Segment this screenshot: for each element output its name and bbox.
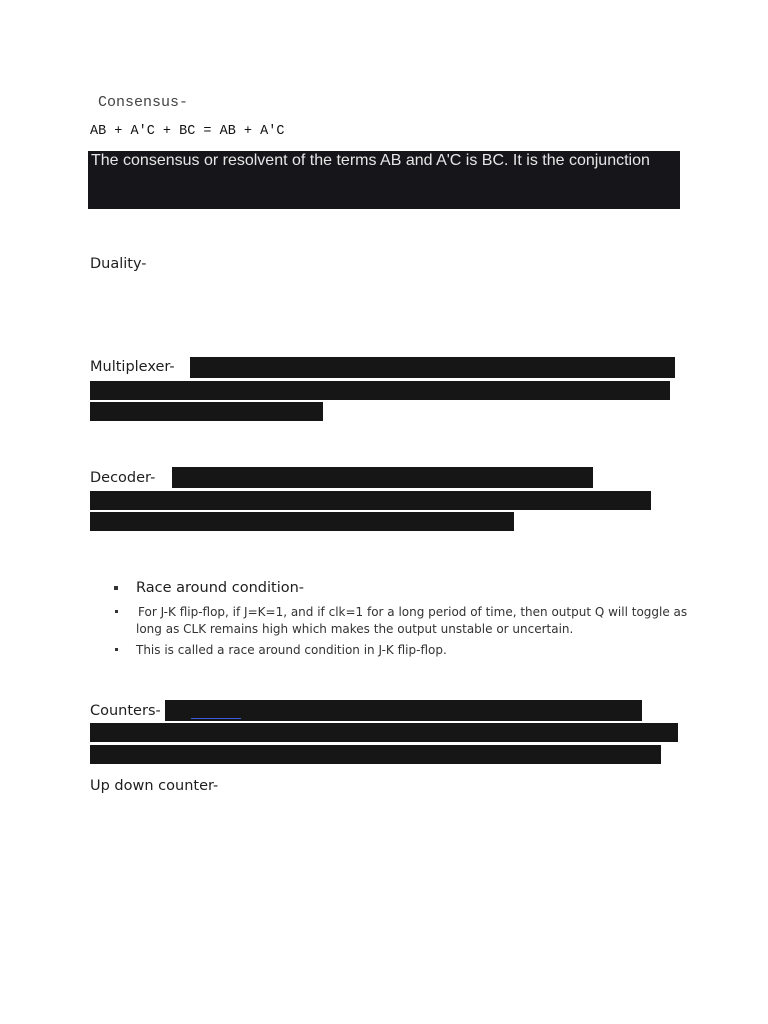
race-heading: Race around condition- bbox=[136, 580, 305, 596]
counters-heading: Counters- bbox=[90, 703, 161, 719]
hyperlink-underline[interactable] bbox=[191, 718, 241, 719]
race-bullet-1-line-2: long as CLK remains high which makes the output unstable or uncertain. bbox=[136, 622, 574, 636]
bullet-marker bbox=[114, 586, 118, 590]
bullet-marker bbox=[115, 648, 118, 651]
redacted-bar bbox=[90, 402, 323, 421]
race-bullet-2: This is called a race around condition in J-K flip-flop. bbox=[136, 643, 447, 657]
redacted-bar bbox=[90, 745, 661, 764]
multiplexer-heading: Multiplexer- bbox=[90, 359, 175, 375]
redacted-bar bbox=[172, 467, 593, 488]
decoder-heading: Decoder- bbox=[90, 470, 156, 486]
redacted-bar bbox=[90, 512, 514, 531]
consensus-definition-text: The consensus or resolvent of the terms AB and A'C is BC. It is the conjunction bbox=[91, 152, 650, 169]
bullet-marker bbox=[115, 610, 118, 613]
consensus-heading: Consensus- bbox=[98, 94, 189, 111]
redacted-bar bbox=[190, 357, 675, 378]
up-down-counter-heading: Up down counter- bbox=[90, 778, 219, 794]
duality-heading: Duality- bbox=[90, 256, 147, 272]
consensus-equation: AB + A'C + BC = AB + A'C bbox=[90, 124, 285, 139]
race-bullet-1-line-1: For J-K flip-flop, if J=K=1, and if clk=1 for a long period of time, then output Q will toggle as bbox=[138, 605, 688, 619]
redacted-bar bbox=[90, 381, 670, 400]
redacted-bar bbox=[90, 491, 651, 510]
redacted-bar bbox=[90, 723, 678, 742]
